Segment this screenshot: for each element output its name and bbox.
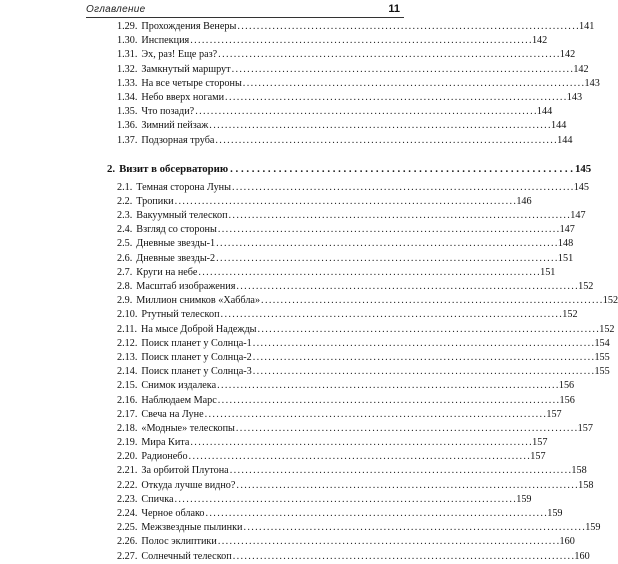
entry-number: 2.17.	[117, 408, 138, 420]
entry-title: Что позади?	[141, 106, 195, 118]
entry-title: Дневные звезды-2	[136, 252, 216, 264]
toc-entry[interactable]	[117, 521, 601, 535]
entry-page: 155	[594, 351, 610, 363]
entry-number: 2.3.	[117, 210, 133, 222]
toc-entry[interactable]	[117, 252, 574, 266]
entry-number: 2.1.	[117, 181, 133, 193]
entry-number: 2.10.	[117, 309, 138, 321]
entry-page: 142	[573, 63, 589, 75]
chapter-page: 145	[574, 162, 592, 175]
entry-number: 1.32.	[117, 63, 138, 75]
entry-number: 1.29.	[117, 21, 138, 32]
entry-number: 2.11.	[117, 323, 137, 335]
entry-page: 151	[557, 252, 574, 264]
toc-section-after	[117, 181, 618, 564]
toc-entry[interactable]	[117, 91, 583, 105]
entry-title: Межзвездные пылинки	[141, 522, 243, 534]
entry-page: 142	[559, 49, 576, 61]
toc-entry[interactable]	[117, 181, 589, 195]
chapter-number: 2.	[107, 162, 116, 175]
dot-leader	[232, 181, 573, 195]
toc-entry[interactable]	[117, 479, 594, 493]
toc-entry[interactable]	[117, 507, 563, 521]
dot-leader	[175, 195, 516, 209]
entry-page: 142	[531, 35, 548, 47]
entry-title: Масштаб изображения	[136, 281, 236, 292]
entry-title: Поиск планет у Солнца-3	[141, 366, 252, 378]
entry-title: Ртутный телескоп	[141, 309, 220, 321]
entry-title: Дневные звезды-1	[136, 238, 216, 250]
entry-title: Мира Кита	[141, 437, 190, 449]
entry-page: 152	[602, 295, 618, 307]
dot-leader	[233, 550, 574, 564]
dot-leader	[215, 134, 556, 148]
entry-page: 156	[559, 394, 575, 406]
entry-page: 160	[559, 536, 575, 548]
entry-number: 1.31.	[117, 49, 138, 61]
toc-entry[interactable]	[117, 464, 587, 478]
toc-entry[interactable]	[117, 63, 589, 77]
entry-number: 1.30.	[117, 35, 138, 47]
entry-title: Небо вверх ногами	[141, 91, 225, 103]
toc-entry[interactable]	[117, 280, 594, 294]
entry-title: За орбитой Плутона	[141, 465, 229, 477]
dot-leader	[190, 436, 531, 450]
entry-number: 2.25.	[117, 522, 138, 534]
entry-title: На мысе Доброй Надежды	[141, 323, 257, 335]
table-of-contents	[107, 20, 618, 564]
toc-entry[interactable]	[117, 493, 532, 507]
entry-title: Миллион снимков «Хаббла»	[136, 295, 261, 307]
toc-entry[interactable]	[117, 294, 618, 308]
dot-leader	[237, 20, 578, 34]
entry-number: 1.35.	[117, 106, 138, 118]
entry-number: 2.23.	[117, 493, 138, 505]
toc-entry[interactable]	[117, 134, 573, 148]
entry-page: 144	[536, 106, 553, 118]
entry-page: 146	[516, 195, 532, 207]
dot-leader	[205, 408, 546, 422]
entry-page: 160	[574, 550, 590, 562]
entry-title: Полос эклиптики	[141, 536, 217, 548]
entry-page: 144	[557, 134, 573, 146]
dot-leader	[230, 464, 571, 478]
entry-number: 2.18.	[117, 422, 138, 434]
entry-page: 157	[546, 408, 562, 420]
entry-number: 1.36.	[117, 120, 138, 132]
entry-page: 157	[577, 422, 593, 434]
entry-page: 159	[516, 493, 532, 505]
dot-leader	[243, 77, 584, 91]
entry-page: 144	[551, 120, 567, 132]
entry-title: Круги на небе	[136, 266, 198, 278]
toc-entry[interactable]	[117, 394, 575, 408]
entry-page: 159	[585, 522, 601, 534]
entry-title: Взгляд со стороны	[136, 224, 217, 236]
entry-title: Свеча на Луне	[141, 408, 204, 420]
entry-title: «Модные» телескопы	[141, 422, 235, 434]
chapter-heading[interactable]	[107, 161, 592, 177]
toc-entry[interactable]	[117, 351, 610, 365]
entry-number: 2.15.	[117, 380, 138, 392]
entry-number: 2.7.	[117, 266, 133, 278]
entry-number: 2.19.	[117, 437, 138, 449]
entry-page: 158	[578, 479, 594, 491]
entry-number: 1.37.	[117, 134, 138, 146]
entry-number: 2.13.	[117, 351, 138, 363]
entry-page: 148	[557, 238, 574, 250]
dot-leader	[216, 252, 557, 266]
entry-number: 2.16.	[117, 394, 138, 406]
toc-entry[interactable]	[117, 365, 610, 379]
dot-leader	[218, 223, 559, 237]
dot-leader	[253, 365, 594, 379]
section-title: Оглавление	[86, 4, 146, 15]
entry-page: 143	[584, 77, 600, 89]
dot-leader	[206, 507, 547, 521]
entry-number: 2.21.	[117, 465, 138, 477]
entry-page: 152	[578, 281, 594, 292]
toc-section-before	[117, 20, 600, 148]
dot-leader	[236, 479, 577, 493]
entry-number: 2.27.	[117, 550, 138, 562]
dot-leader	[195, 105, 536, 119]
dot-leader	[189, 450, 530, 464]
dot-leader	[218, 394, 559, 408]
entry-number: 2.26.	[117, 536, 138, 548]
toc-entry[interactable]	[117, 237, 574, 251]
entry-number: 2.14.	[117, 366, 138, 378]
dot-leader	[253, 337, 594, 351]
toc-spacer	[117, 148, 397, 161]
entry-number: 2.20.	[117, 451, 138, 463]
entry-number: 1.34.	[117, 91, 138, 103]
toc-entry[interactable]	[117, 337, 610, 351]
entry-title: Поиск планет у Солнца-1	[141, 337, 252, 349]
dot-leader	[236, 280, 577, 294]
entry-page: 158	[571, 465, 587, 477]
dot-leader	[198, 266, 539, 280]
toc-entry[interactable]	[117, 408, 562, 422]
dot-leader	[261, 294, 602, 308]
dot-leader	[190, 34, 531, 48]
dot-leader	[229, 209, 570, 223]
entry-title: Темная сторона Луны	[136, 181, 231, 193]
chapter-title: Визит в обсерваторию	[119, 162, 229, 175]
toc-entry[interactable]	[117, 308, 578, 322]
entry-number: 2.6.	[117, 252, 133, 264]
entry-title: Спичка	[141, 493, 174, 505]
toc-entry[interactable]	[117, 209, 586, 223]
entry-title: Откуда лучше видно?	[141, 479, 236, 491]
toc-entry[interactable]	[117, 436, 548, 450]
entry-title: Зимний пейзаж	[141, 120, 209, 132]
entry-title: Радионебо	[141, 451, 188, 463]
entry-page: 151	[540, 266, 556, 278]
dot-leader	[236, 422, 577, 436]
entry-number: 2.9.	[117, 295, 133, 307]
dot-leader	[258, 323, 599, 337]
entry-title: Прохождения Венеры	[141, 21, 237, 32]
entry-title: Тропики	[136, 195, 174, 207]
toc-entry[interactable]	[117, 119, 567, 133]
entry-title: На все четыре стороны	[141, 77, 242, 89]
dot-leader	[243, 521, 584, 535]
toc-entry[interactable]	[117, 266, 556, 280]
entry-title: Снимок издалека	[141, 380, 217, 392]
entry-title: Солнечный телескоп	[141, 550, 232, 562]
toc-entry[interactable]	[117, 550, 590, 564]
dot-leader	[225, 91, 566, 105]
entry-number: 2.22.	[117, 479, 138, 491]
entry-title: Поиск планет у Солнца-2	[141, 351, 252, 363]
entry-page: 154	[594, 337, 610, 349]
entry-title: Вакуумный телескоп	[136, 210, 228, 222]
entry-title: Замкнутый маршрут	[141, 63, 231, 75]
toc-entry[interactable]	[117, 77, 600, 91]
entry-number: 2.8.	[117, 281, 133, 292]
entry-title: Подзорная труба	[141, 134, 215, 146]
toc-entry[interactable]	[117, 195, 532, 209]
toc-entry[interactable]	[117, 422, 593, 436]
dot-leader	[230, 161, 573, 177]
toc-entry[interactable]	[117, 34, 548, 48]
entry-page: 145	[573, 181, 589, 193]
entry-number: 2.24.	[117, 508, 138, 519]
toc-entry[interactable]	[117, 105, 553, 119]
dot-leader	[175, 493, 516, 507]
dot-leader	[221, 308, 562, 322]
toc-entry[interactable]	[117, 323, 615, 337]
entry-page: 157	[530, 451, 546, 463]
toc-entry[interactable]	[117, 379, 575, 393]
toc-entry[interactable]	[117, 223, 575, 237]
entry-title: Эх, раз! Еще раз?	[141, 49, 218, 61]
dot-leader	[217, 379, 558, 393]
entry-title: Наблюдаем Марс	[141, 394, 217, 406]
toc-entry[interactable]	[117, 48, 576, 62]
entry-page: 155	[594, 366, 610, 378]
dot-leader	[216, 237, 557, 251]
dot-leader	[209, 119, 550, 133]
toc-entry[interactable]	[117, 450, 546, 464]
entry-page: 152	[562, 309, 578, 321]
toc-entry[interactable]	[117, 535, 575, 549]
dot-leader	[218, 48, 559, 62]
dot-leader	[253, 351, 594, 365]
entry-number: 2.5.	[117, 238, 133, 250]
entry-page: 157	[532, 437, 548, 449]
dot-leader	[218, 535, 559, 549]
entry-page: 152	[599, 323, 615, 335]
entry-number: 2.2.	[117, 195, 133, 207]
entry-page: 143	[566, 91, 583, 103]
entry-page: 147	[570, 210, 586, 222]
entry-page: 159	[547, 508, 563, 519]
entry-page: 147	[559, 224, 575, 236]
page-number: 11	[388, 3, 400, 15]
entry-title: Инспекция	[141, 35, 190, 47]
running-header	[86, 4, 404, 18]
entry-number: 2.12.	[117, 337, 138, 349]
entry-title: Черное облако	[141, 508, 205, 519]
toc-entry[interactable]	[117, 20, 595, 34]
entry-number: 1.33.	[117, 77, 138, 89]
entry-page: 156	[558, 380, 575, 392]
entry-number: 2.4.	[117, 224, 133, 236]
entry-page: 141	[579, 21, 595, 32]
dot-leader	[232, 63, 573, 77]
